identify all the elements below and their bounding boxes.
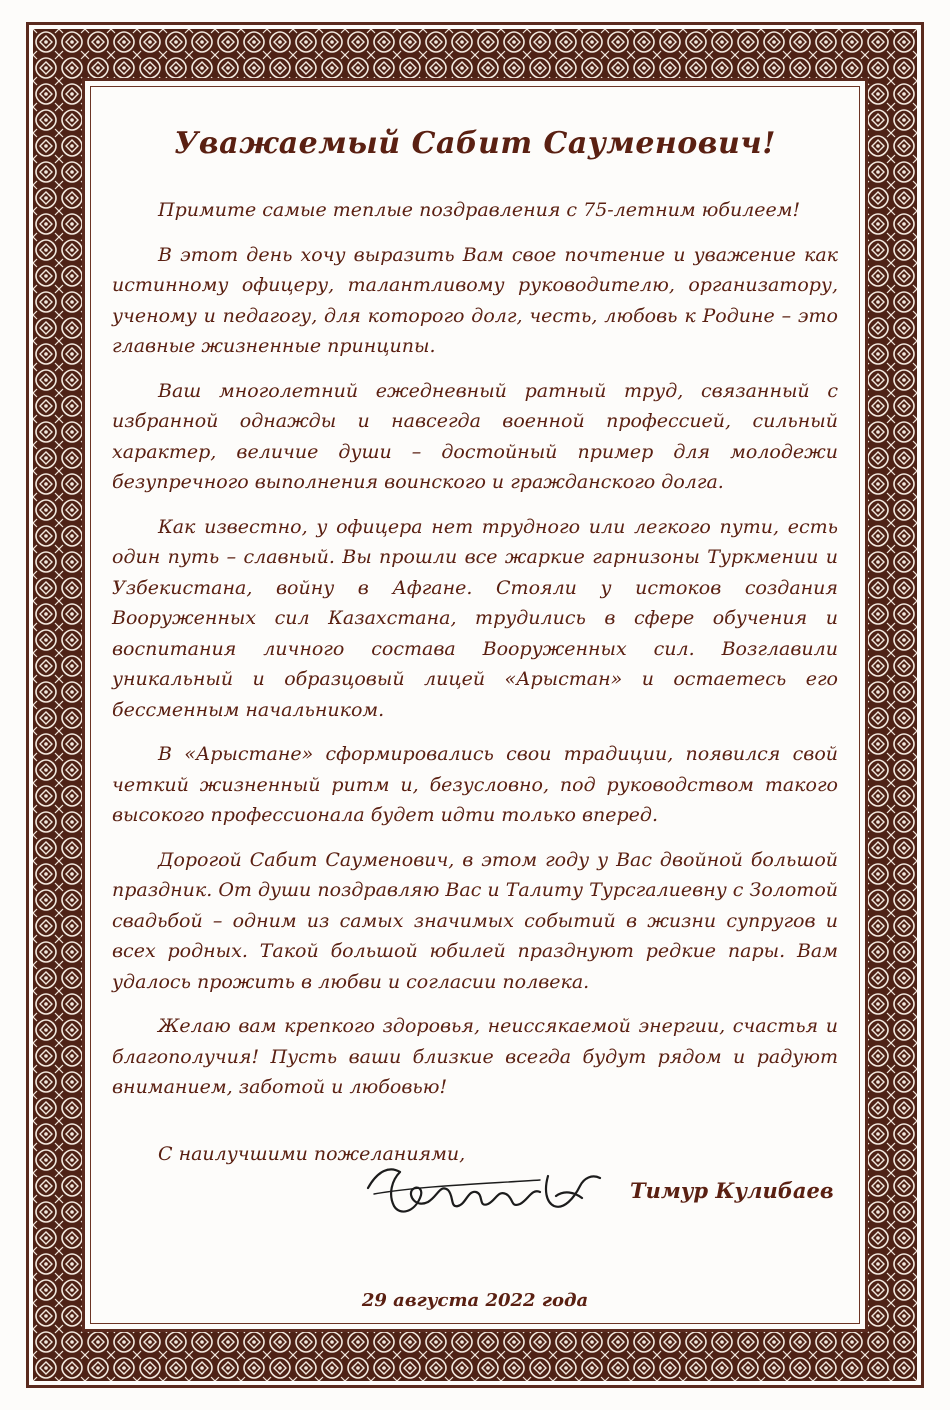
paragraph: Ваш многолетний ежедневный ратный труд, связанный с избранной однажды и навсегда военной профессией, сильный характер, величие души – достойный пример для молодежи безупречного выполнения воинского и гражданского долга. <box>112 379 838 493</box>
letter-body <box>112 118 838 1165</box>
paragraph: В «Арыстане» сформировались свои традиции, появился свой четкий жизненный ритм и, безусловно, под руководством такого высокого профессионала будет идти только вперед. <box>112 743 838 826</box>
letter-date: 29 августа 2022 года <box>361 1290 589 1311</box>
signer-name: Тимур Кулибаев <box>630 1178 834 1203</box>
handwritten-signature-icon <box>360 1150 610 1230</box>
paragraph: Как известно, у офицера нет трудного или легкого пути, есть один путь – славный. Вы прошли все жаркие гарнизоны Туркмении и Узбекистана, войну в Афгане. Стояли у истоков создания Вооруженных сил Казахстана, трудились в сфере обучения и воспитания личного состава Вооруженных сил. Возглавили уникальный и образцовый лицей «Арыстан» и остаетесь его бессменным начальником. <box>112 515 838 721</box>
paragraph: Желаю вам крепкого здоровья, неиссякаемой энергии, счастья и благополучия! Пусть ваши близкие всегда будут рядом и радуют вниманием, заботой и любовью! <box>112 1015 838 1098</box>
paragraph: Примите самые теплые поздравления с 75-летним юбилеем! <box>158 199 801 221</box>
closing-line: С наилучшими пожеланиями, <box>158 1142 466 1165</box>
letter-title: Уважаемый Сабит Сауменович! <box>174 126 776 161</box>
paragraph: Дорогой Сабит Сауменович, в этом году у Вас двойной большой праздник. От души поздравляю Вас и Талиту Турсгалиевну с Золотой свадьбой – одним из самых значимых событий в жизни супругов и всех родных. Такой большой юбилей празднуют редкие пары. Вам удалось прожить в любви и согласии полвека. <box>112 848 838 993</box>
signature-block <box>360 1150 840 1230</box>
paragraph: В этот день хочу выразить Вам свое почтение и уважение как истинному офицеру, талантливому руководителю, организатору, ученому и педагогу, для которого долг, честь, любовь к Родине – это главные жизненные принципы. <box>112 243 838 357</box>
